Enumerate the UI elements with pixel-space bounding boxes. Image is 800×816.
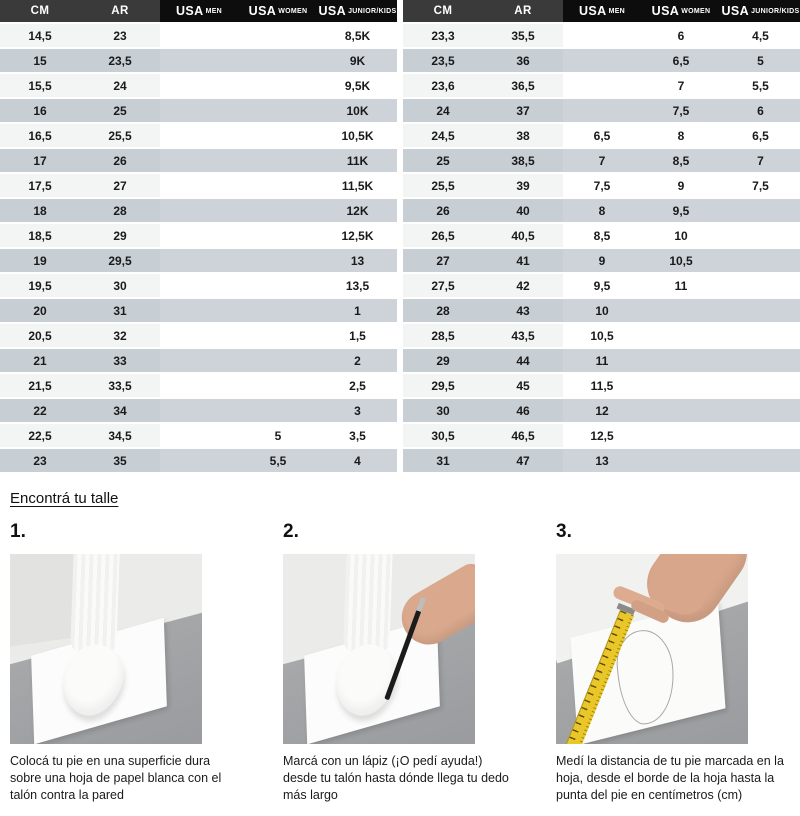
col-header-cm: CM: [0, 0, 80, 22]
cell-ar: 25,5: [80, 124, 160, 147]
cell-ar: 43,5: [483, 324, 563, 347]
table-row: [403, 324, 800, 347]
step-2-photo: [283, 554, 475, 744]
table-row: [0, 49, 397, 72]
cell-usa_women: 10,5: [641, 249, 721, 272]
col-header-ar: AR: [80, 0, 160, 22]
cell-usa_men: 11,5: [563, 374, 641, 397]
cell-usa_junior: [721, 349, 800, 372]
table-row: [0, 449, 397, 472]
table-row: [403, 424, 800, 447]
cell-usa_men: 7,5: [563, 174, 641, 197]
cell-cm: 24: [403, 99, 483, 122]
cell-usa_men: 10,5: [563, 324, 641, 347]
cell-usa_junior: 1,5: [318, 324, 397, 347]
step-3-photo: [556, 554, 748, 744]
cell-usa_junior: 10K: [318, 99, 397, 122]
cell-ar: 28: [80, 199, 160, 222]
cell-usa_junior: [721, 374, 800, 397]
cell-cm: 19,5: [0, 274, 80, 297]
table-row: [403, 124, 800, 147]
cell-cm: 15,5: [0, 74, 80, 97]
cell-usa_women: 9,5: [641, 199, 721, 222]
cell-cm: 22,5: [0, 424, 80, 447]
cell-usa_men: 13: [563, 449, 641, 472]
cell-usa_women: [238, 174, 318, 197]
cell-cm: 15: [0, 49, 80, 72]
cell-ar: 43: [483, 299, 563, 322]
cell-cm: 27,5: [403, 274, 483, 297]
cell-usa_women: [238, 274, 318, 297]
usa-label: USA: [721, 4, 750, 18]
table-row: [403, 349, 800, 372]
table-row: [403, 199, 800, 222]
table-row: [403, 374, 800, 397]
cell-cm: 26: [403, 199, 483, 222]
cell-usa_men: [160, 324, 238, 347]
cell-usa_men: [160, 74, 238, 97]
cell-usa_junior: 11K: [318, 149, 397, 172]
cell-ar: 37: [483, 99, 563, 122]
cell-usa_men: 6,5: [563, 124, 641, 147]
table-row: [403, 449, 800, 472]
cell-ar: 42: [483, 274, 563, 297]
cell-ar: 26: [80, 149, 160, 172]
cell-usa_junior: 7,5: [721, 174, 800, 197]
cell-usa_men: [160, 174, 238, 197]
cell-usa_men: [160, 399, 238, 422]
cell-usa_junior: 3,5: [318, 424, 397, 447]
cell-usa_men: 12,5: [563, 424, 641, 447]
table-row: [403, 149, 800, 172]
cell-usa_junior: 9K: [318, 49, 397, 72]
cell-usa_men: [160, 449, 238, 472]
cell-usa_men: 10: [563, 299, 641, 322]
cell-usa_junior: [721, 249, 800, 272]
cell-usa_women: [238, 374, 318, 397]
cell-cm: 25: [403, 149, 483, 172]
cell-usa_women: 9: [641, 174, 721, 197]
table-row: [0, 124, 397, 147]
cell-usa_junior: 3: [318, 399, 397, 422]
cell-usa_men: 9,5: [563, 274, 641, 297]
cell-cm: 14,5: [0, 24, 80, 47]
table-rows-right: [403, 24, 800, 472]
cell-usa_men: 12: [563, 399, 641, 422]
col-header-usa-women: [641, 0, 721, 22]
cell-usa_women: [238, 124, 318, 147]
cell-usa_junior: 2,5: [318, 374, 397, 397]
cell-usa_junior: 9,5K: [318, 74, 397, 97]
cell-ar: 34,5: [80, 424, 160, 447]
table-row: [403, 99, 800, 122]
cell-usa_men: [160, 424, 238, 447]
step-2-caption: Marcá con un lápiz (¡O pedí ayuda!) desde tu talón hasta dónde llega tu dedo más largo: [283, 754, 509, 802]
step-3-number: 3.: [556, 521, 572, 542]
cell-usa_men: [160, 49, 238, 72]
table-row: [0, 399, 397, 422]
cell-usa_junior: [721, 424, 800, 447]
cell-usa_men: [563, 49, 641, 72]
cell-usa_junior: 10,5K: [318, 124, 397, 147]
cell-cm: 28,5: [403, 324, 483, 347]
step-3-caption: Medí la distancia de tu pie marcada en la hoja, desde el borde de la hoja hasta la punta del pie en centímetros (cm): [556, 754, 784, 802]
cell-ar: 23: [80, 24, 160, 47]
usa-women-sublabel: WOMEN: [278, 7, 308, 15]
cell-usa_men: [160, 249, 238, 272]
cell-usa_junior: 6,5: [721, 124, 800, 147]
cell-usa_junior: 2: [318, 349, 397, 372]
cell-cm: 17: [0, 149, 80, 172]
cell-usa_men: [160, 374, 238, 397]
table-rows-left: [0, 24, 397, 472]
cell-usa_junior: [721, 224, 800, 247]
col-header-usa-men: [563, 0, 641, 22]
cell-usa_junior: 5: [721, 49, 800, 72]
cell-cm: 30,5: [403, 424, 483, 447]
cell-ar: 33,5: [80, 374, 160, 397]
cell-ar: 46,5: [483, 424, 563, 447]
cell-ar: 30: [80, 274, 160, 297]
cell-ar: 29: [80, 224, 160, 247]
cell-usa_men: [563, 74, 641, 97]
cell-ar: 46: [483, 399, 563, 422]
cell-ar: 40,5: [483, 224, 563, 247]
cell-usa_men: 8: [563, 199, 641, 222]
cell-usa_women: [238, 99, 318, 122]
cell-usa_junior: 5,5: [721, 74, 800, 97]
cell-cm: 21: [0, 349, 80, 372]
table-row: [403, 224, 800, 247]
cell-ar: 40: [483, 199, 563, 222]
step-1-caption: Colocá tu pie en una superficie dura sobre una hoja de papel blanca con el talón contra la pared: [10, 754, 222, 802]
cell-ar: 32: [80, 324, 160, 347]
size-table-right: [403, 0, 800, 474]
cell-usa_women: [641, 299, 721, 322]
cell-usa_women: [238, 149, 318, 172]
cell-ar: 38: [483, 124, 563, 147]
cell-usa_junior: [721, 449, 800, 472]
step-1: [10, 521, 253, 804]
table-row: [0, 324, 397, 347]
table-row: [403, 299, 800, 322]
cell-usa_junior: 13: [318, 249, 397, 272]
table-row: [0, 199, 397, 222]
table-row: [403, 249, 800, 272]
sock-leg: [70, 554, 120, 657]
cell-usa_women: [238, 299, 318, 322]
cell-usa_women: 7,5: [641, 99, 721, 122]
cell-ar: 34: [80, 399, 160, 422]
table-row: [0, 424, 397, 447]
cell-ar: 23,5: [80, 49, 160, 72]
cell-usa_junior: 7: [721, 149, 800, 172]
cell-ar: 47: [483, 449, 563, 472]
cell-usa_men: 11: [563, 349, 641, 372]
usa-men-sublabel: MEN: [205, 7, 223, 15]
usa-junior-kids-sublabel: JUNIOR/KIDS: [751, 7, 800, 15]
table-row: [0, 349, 397, 372]
table-row: [0, 249, 397, 272]
cell-usa_junior: [721, 274, 800, 297]
usa-label: USA: [578, 4, 607, 18]
cell-cm: 21,5: [0, 374, 80, 397]
cell-cm: 26,5: [403, 224, 483, 247]
cell-cm: 23,3: [403, 24, 483, 47]
table-row: [403, 74, 800, 97]
cell-ar: 29,5: [80, 249, 160, 272]
cell-cm: 17,5: [0, 174, 80, 197]
cell-usa_women: [238, 249, 318, 272]
cell-usa_men: [160, 299, 238, 322]
cell-usa_junior: 4,5: [721, 24, 800, 47]
cell-cm: 29: [403, 349, 483, 372]
cell-usa_men: [160, 349, 238, 372]
step-2: [283, 521, 526, 804]
cell-cm: 22: [0, 399, 80, 422]
cell-cm: 20: [0, 299, 80, 322]
cell-ar: 36: [483, 49, 563, 72]
cell-ar: 33: [80, 349, 160, 372]
cell-usa_women: 11: [641, 274, 721, 297]
cell-cm: 29,5: [403, 374, 483, 397]
usa-men-sublabel: MEN: [608, 7, 626, 15]
cell-cm: 24,5: [403, 124, 483, 147]
cell-usa_men: [160, 224, 238, 247]
cell-cm: 23,5: [403, 49, 483, 72]
col-header-usa-junior-kids: [318, 0, 397, 22]
find-your-size-heading: Encontrá tu talle: [10, 490, 119, 507]
size-table-left: [0, 0, 397, 474]
cell-cm: 23: [0, 449, 80, 472]
cell-usa_women: [238, 199, 318, 222]
table-row: [403, 399, 800, 422]
cell-usa_men: [160, 274, 238, 297]
table-row: [403, 49, 800, 72]
cell-usa_men: [160, 124, 238, 147]
cell-ar: 35: [80, 449, 160, 472]
table-header-row: [0, 0, 397, 22]
cell-usa_women: 6: [641, 24, 721, 47]
cell-usa_women: [641, 449, 721, 472]
cell-usa_men: [563, 99, 641, 122]
cell-usa_men: 8,5: [563, 224, 641, 247]
table-row: [403, 24, 800, 47]
table-row: [403, 174, 800, 197]
usa-label: USA: [175, 4, 204, 18]
cell-usa_women: [641, 374, 721, 397]
cell-cm: 30: [403, 399, 483, 422]
col-header-ar: AR: [483, 0, 563, 22]
cell-ar: 24: [80, 74, 160, 97]
cell-usa_men: 9: [563, 249, 641, 272]
step-2-number: 2.: [283, 521, 299, 542]
cell-usa_men: [563, 24, 641, 47]
cell-usa_women: 7: [641, 74, 721, 97]
cell-usa_women: [641, 399, 721, 422]
cell-usa_junior: 8,5K: [318, 24, 397, 47]
cell-ar: 39: [483, 174, 563, 197]
cell-ar: 27: [80, 174, 160, 197]
cell-usa_women: [238, 399, 318, 422]
measuring-steps: [0, 521, 800, 804]
usa-junior-kids-sublabel: JUNIOR/KIDS: [348, 7, 397, 15]
usa-label: USA: [248, 4, 277, 18]
cell-cm: 18,5: [0, 224, 80, 247]
cell-ar: 31: [80, 299, 160, 322]
cell-usa_women: 6,5: [641, 49, 721, 72]
table-row: [0, 374, 397, 397]
table-row: [0, 224, 397, 247]
cell-ar: 41: [483, 249, 563, 272]
cell-usa_women: 8: [641, 124, 721, 147]
cell-usa_women: [238, 24, 318, 47]
cell-cm: 25,5: [403, 174, 483, 197]
table-row: [0, 174, 397, 197]
cell-usa_men: 7: [563, 149, 641, 172]
step-1-photo: [10, 554, 202, 744]
usa-label: USA: [651, 4, 680, 18]
cell-usa_junior: 6: [721, 99, 800, 122]
cell-cm: 16: [0, 99, 80, 122]
cell-usa_junior: 11,5K: [318, 174, 397, 197]
cell-usa_women: [641, 424, 721, 447]
cell-cm: 28: [403, 299, 483, 322]
step-1-number: 1.: [10, 521, 26, 542]
usa-women-sublabel: WOMEN: [681, 7, 711, 15]
cell-ar: 38,5: [483, 149, 563, 172]
cell-usa_junior: 13,5: [318, 274, 397, 297]
cell-usa_women: [238, 74, 318, 97]
cell-cm: 18: [0, 199, 80, 222]
col-header-usa-men: [160, 0, 238, 22]
cell-usa_women: [238, 49, 318, 72]
table-row: [0, 274, 397, 297]
sock-leg: [343, 554, 393, 657]
cell-ar: 36,5: [483, 74, 563, 97]
cell-usa_men: [160, 24, 238, 47]
table-header-row: [403, 0, 800, 22]
cell-usa_women: [238, 324, 318, 347]
cell-usa_junior: [721, 324, 800, 347]
usa-label: USA: [318, 4, 347, 18]
cell-usa_junior: 4: [318, 449, 397, 472]
cell-usa_junior: 12,5K: [318, 224, 397, 247]
cell-cm: 23,6: [403, 74, 483, 97]
cell-cm: 19: [0, 249, 80, 272]
step-3: [556, 521, 799, 804]
cell-usa_men: [160, 149, 238, 172]
cell-usa_junior: 1: [318, 299, 397, 322]
cell-ar: 44: [483, 349, 563, 372]
cell-usa_men: [160, 199, 238, 222]
cell-usa_women: [238, 224, 318, 247]
table-row: [0, 99, 397, 122]
cell-ar: 45: [483, 374, 563, 397]
table-row: [0, 299, 397, 322]
cell-usa_women: [238, 349, 318, 372]
cell-ar: 35,5: [483, 24, 563, 47]
cell-usa_women: [641, 324, 721, 347]
col-header-usa-junior-kids: [721, 0, 800, 22]
cell-cm: 16,5: [0, 124, 80, 147]
cell-cm: 27: [403, 249, 483, 272]
col-header-cm: CM: [403, 0, 483, 22]
table-row: [403, 274, 800, 297]
cell-usa_women: [641, 349, 721, 372]
cell-usa_women: 8,5: [641, 149, 721, 172]
cell-usa_women: 10: [641, 224, 721, 247]
cell-ar: 25: [80, 99, 160, 122]
cell-cm: 31: [403, 449, 483, 472]
cell-usa_junior: [721, 299, 800, 322]
cell-usa_women: 5,5: [238, 449, 318, 472]
cell-usa_junior: 12K: [318, 199, 397, 222]
table-row: [0, 74, 397, 97]
cell-usa_men: [160, 99, 238, 122]
table-row: [0, 24, 397, 47]
cell-usa_junior: [721, 399, 800, 422]
cell-usa_junior: [721, 199, 800, 222]
table-row: [0, 149, 397, 172]
cell-usa_women: 5: [238, 424, 318, 447]
cell-cm: 20,5: [0, 324, 80, 347]
col-header-usa-women: [238, 0, 318, 22]
